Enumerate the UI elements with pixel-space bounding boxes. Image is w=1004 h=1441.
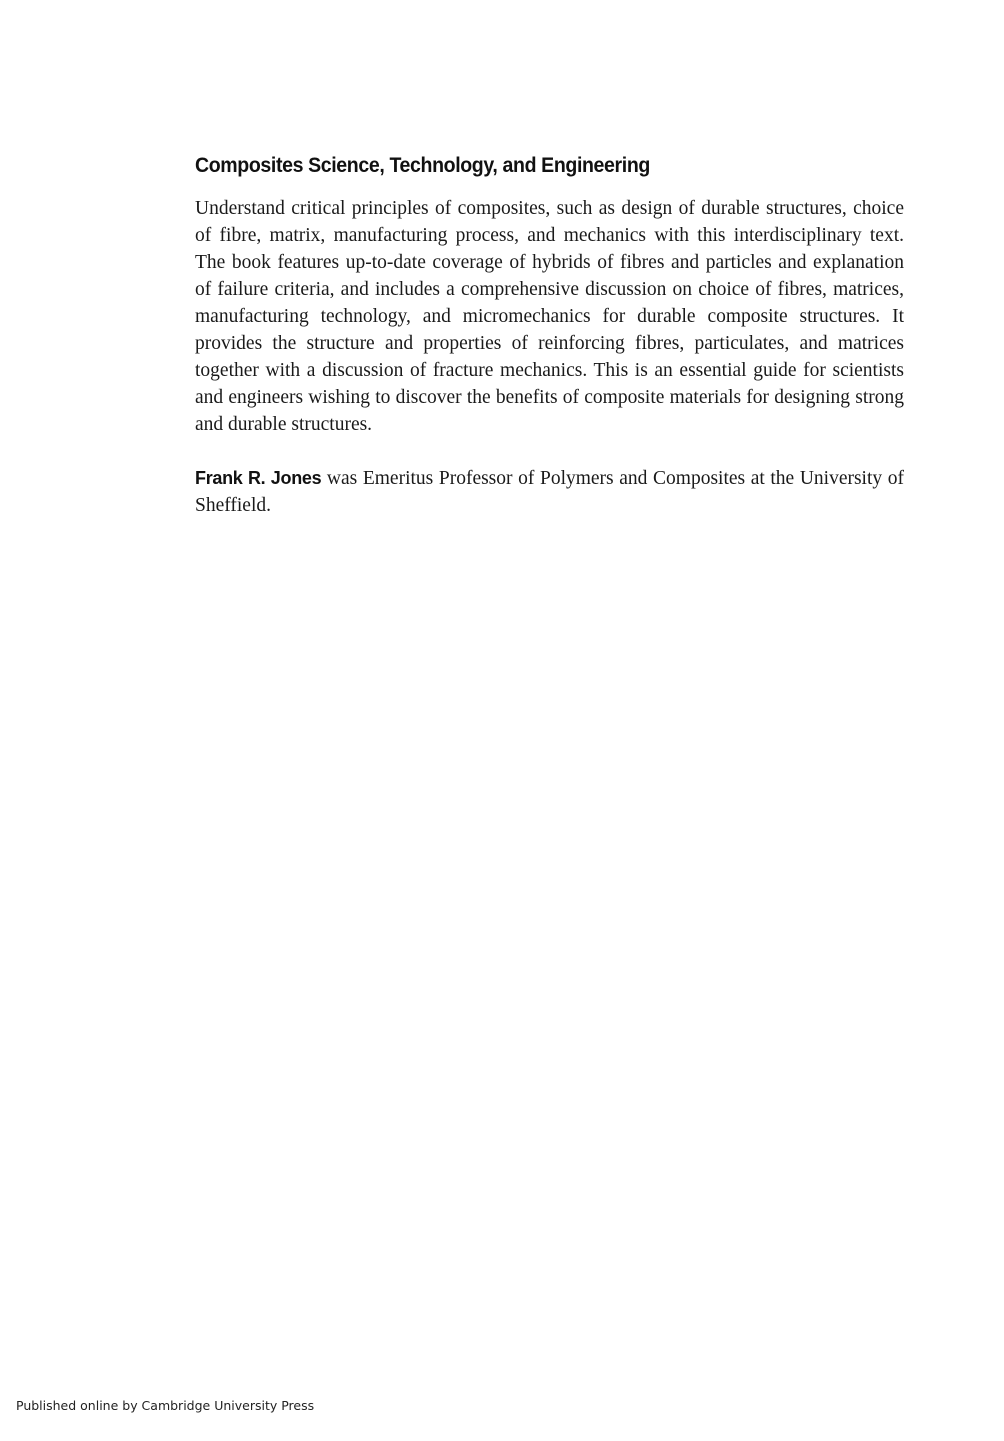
author-name: Frank R. Jones	[195, 468, 322, 488]
main-content	[195, 151, 904, 519]
author-bio	[195, 465, 904, 519]
publisher-footer: Published online by Cambridge University Press	[16, 1398, 315, 1413]
book-description: Understand critical principles of composites, such as design of durable structures, choice of fibre, matrix, manufacturing process, and mechanics with this interdisciplinary text. The book features up-to-date coverage of hybrids of fibres and particles and explanation of failure criteria, and includes a comprehensive discussion on choice of fibres, matrices, manufacturing technology, and micromechanics for durable composite structures. It provides the structure and properties of reinforcing fibres, particulates, and matrices together with a discussion of fracture mechanics. This is an essential guide for scientists and engineers wishing to discover the benefits of composite materials for designing strong and durable structures.	[195, 198, 904, 435]
author-bio-text: was Emeritus Professor of Polymers and Composites at the University of Sheffield.	[195, 468, 904, 516]
book-title: Composites Science, Technology, and Engineering	[195, 154, 650, 177]
